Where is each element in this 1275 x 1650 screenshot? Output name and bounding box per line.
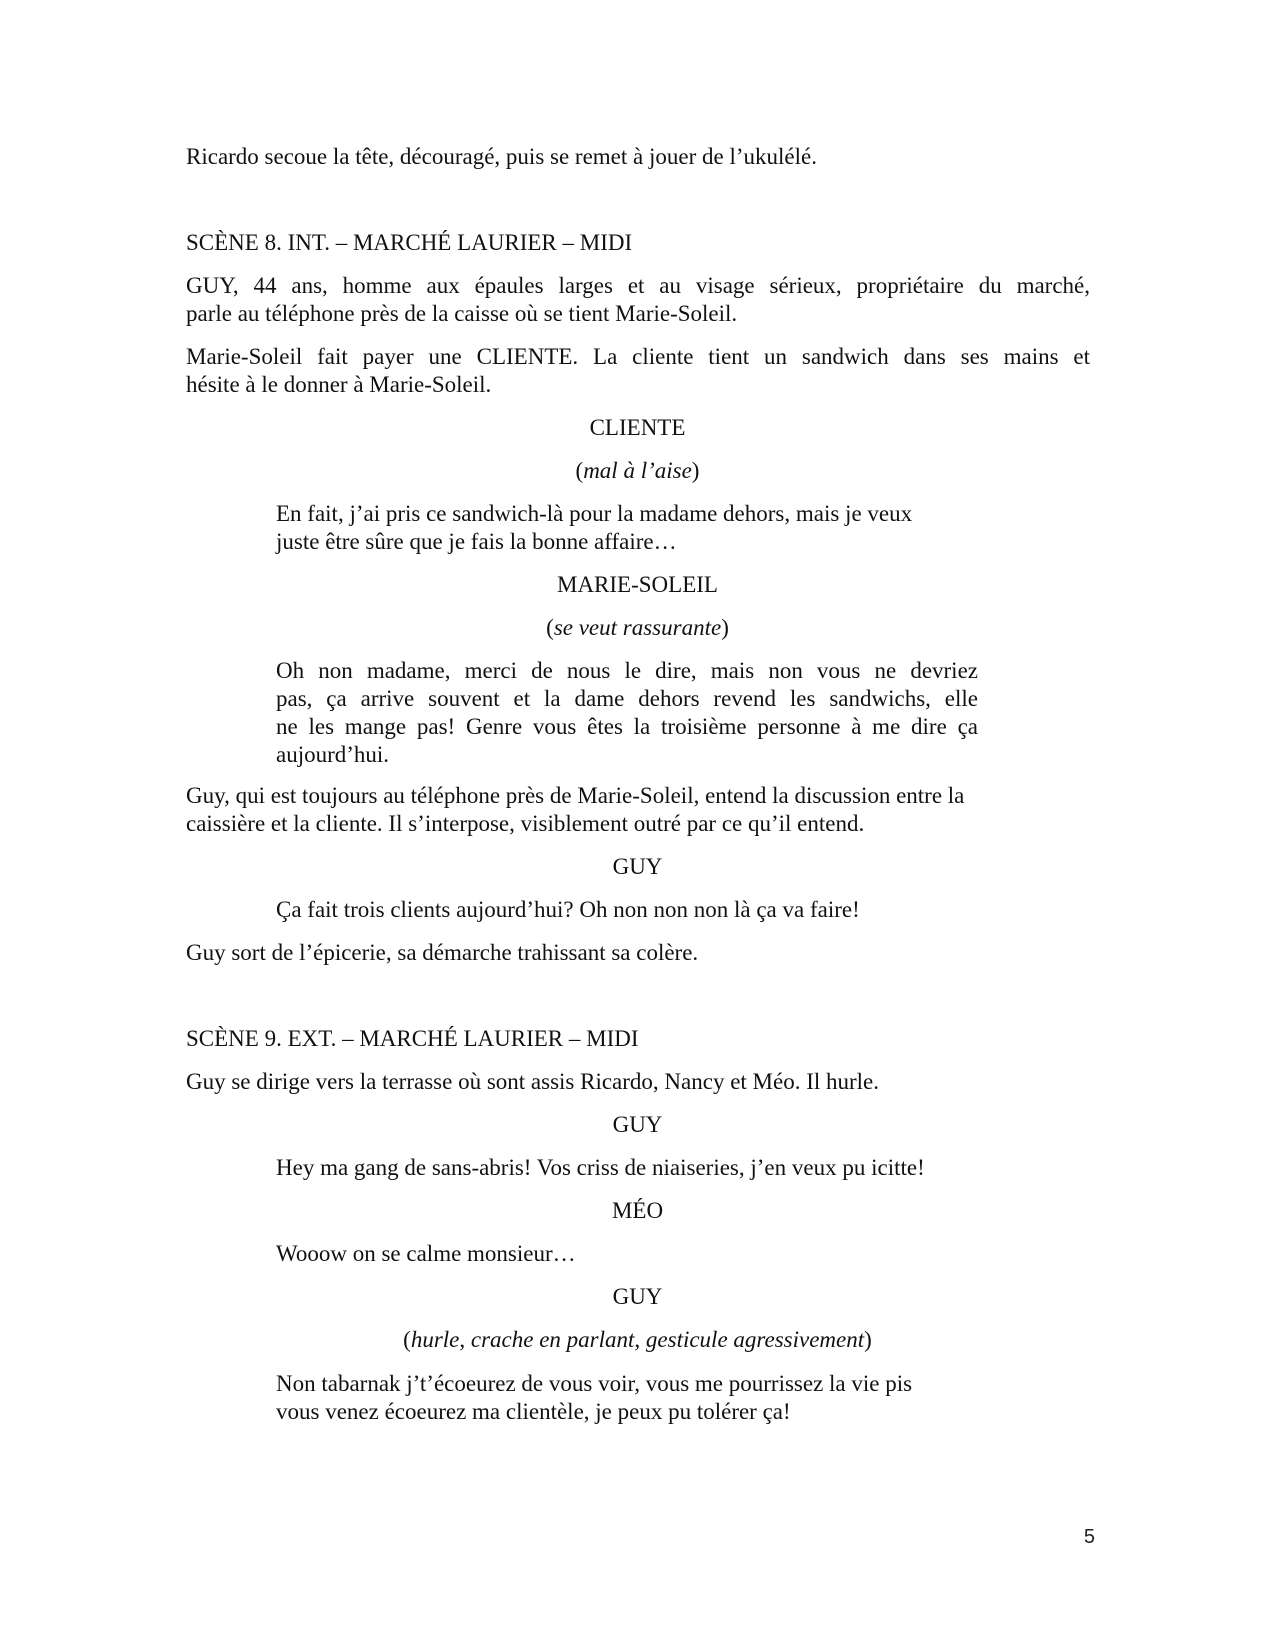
parenthetical: (hurle, crache en parlant, gesticule agressivement) [403,1327,872,1352]
character-cue: GUY [612,1112,663,1137]
character-cue: CLIENTE [589,415,686,440]
character-cue: MARIE-SOLEIL [557,572,718,597]
dialogue: Oh non madame, merci de nous le dire, mais non vous ne devriez pas, ça arrive souvent et la dame dehors revend les sandwichs, elle ne les mange pas! Genre vous êtes la troisième personne à me dire ça aujourd’hui. [276,658,978,767]
action-line: Marie-Soleil fait payer une CLIENTE. La cliente tient un sandwich dans ses mains et hésite à le donner à Marie-Soleil. [186,344,1090,397]
action-line: Guy sort de l’épicerie, sa démarche trahissant sa colère. [186,940,699,965]
action-line: Guy, qui est toujours au téléphone près de Marie-Soleil, entend la discussion entre la caissière et la cliente. Il s’interpose, visiblement outré par ce qu’il entend. [186,783,965,836]
action-line: GUY, 44 ans, homme aux épaules larges et au visage sérieux, propriétaire du marché, parle au téléphone près de la caisse où se tient Marie-Soleil. [186,273,1090,326]
action-line: Ricardo secoue la tête, découragé, puis se remet à jouer de l’ukulélé. [186,144,817,169]
dialogue: Ça fait trois clients aujourd’hui? Oh non non non là ça va faire! [276,897,860,922]
dialogue: Hey ma gang de sans-abris! Vos criss de niaiseries, j’en veux pu icitte! [276,1155,925,1180]
page-number: 5 [1083,1526,1095,1548]
action-line: Guy se dirige vers la terrasse où sont assis Ricardo, Nancy et Méo. Il hurle. [186,1069,880,1094]
character-cue: GUY [612,1284,663,1309]
character-cue: GUY [612,854,663,879]
parenthetical: (se veut rassurante) [546,615,729,640]
dialogue: Non tabarnak j’t’écoeurez de vous voir, vous me pourrissez la vie pis vous venez écoeurez ma clientèle, je peux pu tolérer ça! [276,1371,913,1424]
scene-heading: SCÈNE 9. EXT. – MARCHÉ LAURIER – MIDI [186,1026,639,1051]
parenthetical: (mal à l’aise) [575,458,700,483]
dialogue: Wooow on se calme monsieur… [276,1241,576,1266]
character-cue: MÉO [611,1198,664,1223]
scene-heading: SCÈNE 8. INT. – MARCHÉ LAURIER – MIDI [186,230,633,255]
dialogue: En fait, j’ai pris ce sandwich-là pour la madame dehors, mais je veux juste être sûre que je fais la bonne affaire… [276,501,913,554]
